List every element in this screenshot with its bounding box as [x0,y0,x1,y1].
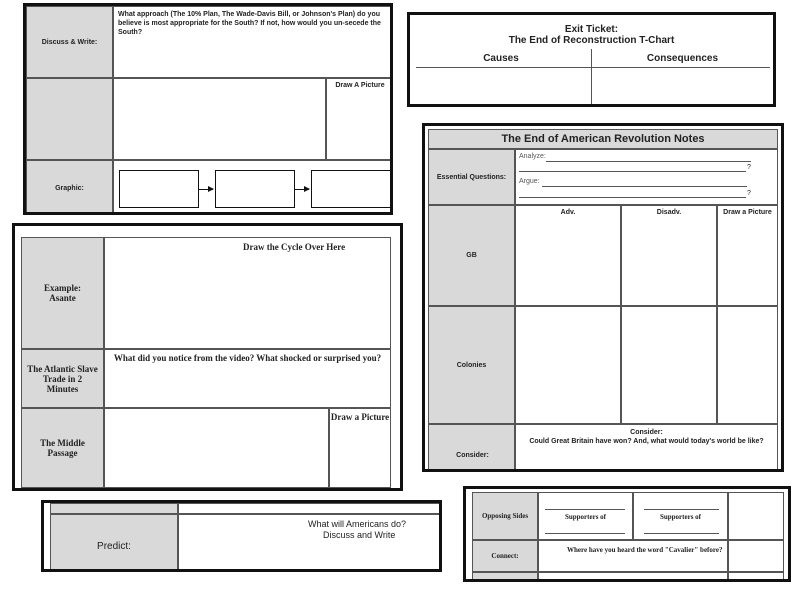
draw-column-gb[interactable] [717,205,778,306]
graphic-label: Graphic: [26,160,113,215]
discuss-write-prompt [113,6,393,78]
slave-trade-notes [12,223,403,491]
predict-prompt-line1: What will Americans do? [308,519,407,529]
consider-label [428,424,515,470]
argue-question-mark: ? [747,190,751,197]
flow-box-1[interactable] [119,170,199,208]
middle-passage-draw-label: Draw a Picture [330,412,390,422]
consider-prompt-text: Could Great Britain have won? And, what would today's world be like? [529,438,764,445]
middle-passage-writing[interactable] [104,408,329,488]
argue-line-2[interactable] [519,197,746,198]
colonies-disadv-cell[interactable] [621,306,717,424]
graphic-area [113,160,393,215]
connect-extra-cell[interactable] [728,540,784,572]
consequences-header: Consequences [646,53,719,64]
blank-label-cell [26,78,113,160]
flow-box-2[interactable] [215,170,295,208]
supporters-cell-2[interactable] [633,492,728,540]
connect-prompt-text: Where have you heard the word "Cavalier" before? [567,546,723,554]
discuss-write-prompt-text: What approach (The 10% Plan, The Wade-Davis Bill, or Johnson's Plan) do you believe is most appropriate for the South? If not, how would you un-secede the South? [118,11,381,36]
writing-area[interactable] [113,78,326,160]
example-asante-label: Example: Asante [21,237,104,349]
opposing-sides-extra-cell[interactable] [728,492,784,540]
essential-questions-area [515,149,778,205]
flow-arrow-2 [295,189,309,190]
consider-prompt-head: Consider: [630,429,663,436]
adv-column[interactable] [515,205,621,306]
predict-writing-area[interactable] [178,514,441,571]
t-chart-vertical [591,49,592,105]
essential-questions-label: Essential Questions: [428,149,515,205]
analyze-label: Analyze: [519,153,546,160]
analyze-line-1[interactable] [546,161,751,162]
supporters-2-top-line [644,509,719,510]
argue-label: Argue: [519,178,540,185]
draw-cycle-area[interactable] [104,237,391,349]
predict-top-strip-right [178,503,441,514]
analyze-line-2[interactable] [519,171,746,172]
adv-header: Adv. [560,209,576,216]
causes-header: Causes [483,53,519,64]
t-chart-horizontal [416,67,770,68]
atlantic-trade-prompt-text: What did you notice from the video? What shocked or surprised you? [113,353,382,363]
connect-prompt[interactable] [538,540,728,572]
supporters-1-top-line [545,509,625,510]
supporters-2-bottom-line[interactable] [644,533,719,534]
flow-box-3[interactable] [311,170,391,208]
predict-prompt-line2: Discuss and Write [323,530,396,540]
next-row-stub [538,572,728,582]
exit-ticket-t-chart [407,12,776,107]
colonies-draw-cell[interactable] [717,306,778,424]
supporters-cell-1[interactable] [538,492,633,540]
next-row-extra-stub [728,572,784,582]
analyze-question-mark: ? [747,164,751,171]
next-row-label-stub [472,572,538,582]
predict-top-strip-left [50,503,178,514]
row-gb-label: GB [428,205,515,306]
discuss-write-label: Discuss & Write: [26,6,113,78]
draw-picture-label: Draw A Picture [335,82,385,89]
exit-ticket-title: Exit Ticket: [564,24,619,35]
draw-cycle-label: Draw the Cycle Over Here [243,242,346,252]
atlantic-trade-prompt[interactable] [104,349,391,408]
consider-prompt[interactable] [515,424,778,470]
colonies-adv-cell[interactable] [515,306,621,424]
worksheet-reconstruction-approach [23,3,393,215]
supporters-1-bottom-line[interactable] [545,533,625,534]
revolution-notes [422,123,784,472]
disadv-header: Disadv. [656,209,682,216]
opposing-sides-label: Opposing Sides [472,492,538,540]
middle-passage-draw[interactable] [329,408,391,488]
draw-header: Draw a Picture [723,209,772,216]
disadv-column[interactable] [621,205,717,306]
atlantic-trade-label: The Atlantic Slave Trade in 2 Minutes [21,349,104,408]
consider-label-text: Consider: [456,452,489,459]
predict-label: Predict: [50,514,178,571]
flow-arrow-1 [199,189,213,190]
opposing-sides-worksheet [463,486,791,582]
supporters-2-label: Supporters of [659,513,702,521]
revolution-notes-title: The End of American Revolution Notes [428,129,778,149]
row-colonies-label: Colonies [428,306,515,424]
exit-ticket-subtitle: The End of Reconstruction T-Chart [508,35,675,46]
draw-picture-area[interactable] [326,78,393,160]
argue-line-1[interactable] [542,186,747,187]
predict-worksheet [41,500,442,572]
connect-label: Connect: [472,540,538,572]
supporters-1-label: Supporters of [564,513,607,521]
middle-passage-label: The Middle Passage [21,408,104,488]
